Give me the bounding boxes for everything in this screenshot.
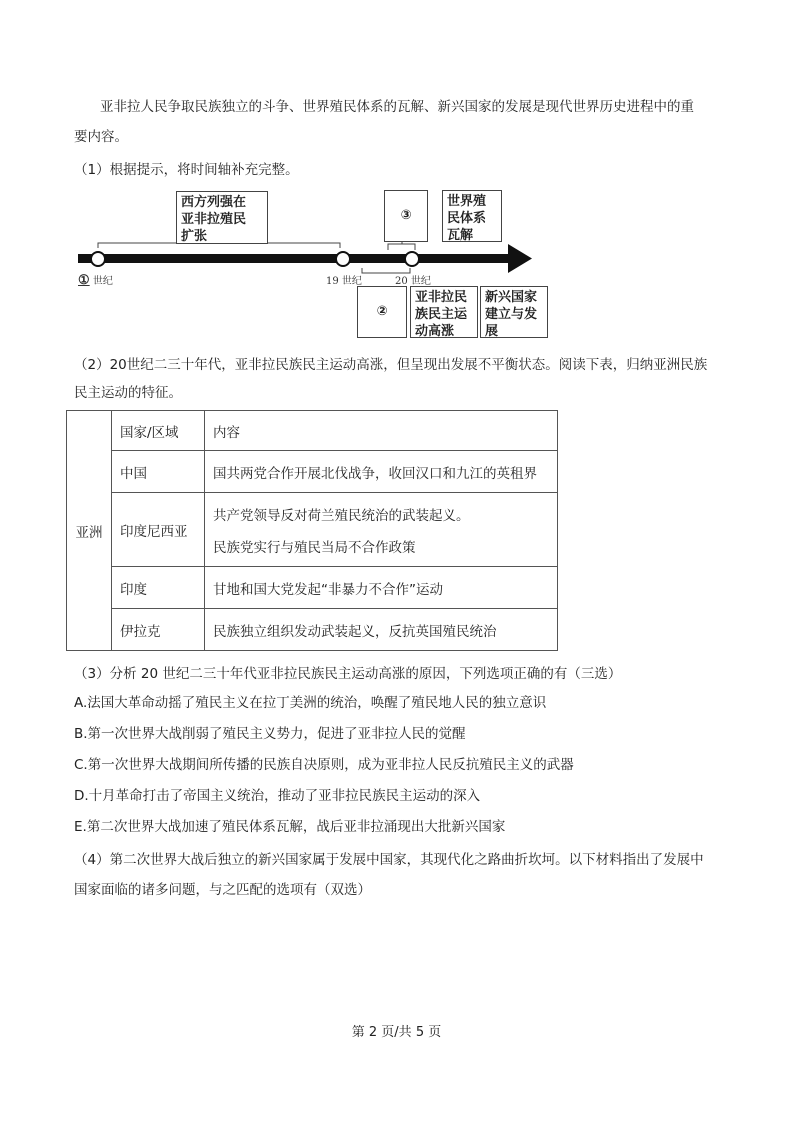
content-cell: 民族独立组织发动武装起义，反抗英国殖民统治 (205, 609, 558, 651)
content-cell: 甘地和国大党发起“非暴力不合作”运动 (205, 567, 558, 609)
option-e[interactable]: E.第二次世界大战加速了殖民体系瓦解，战后亚非拉涌现出大批新兴国家 (74, 819, 506, 835)
option-a[interactable]: A.法国大革命动摇了殖民主义在拉丁美洲的统治，唤醒了殖民地人民的独立意识 (74, 695, 547, 711)
option-b[interactable]: B.第一次世界大战削弱了殖民主义势力，促进了亚非拉人民的觉醒 (74, 726, 466, 742)
question-1-prompt: （1）根据提示，将时间轴补充完整。 (74, 162, 299, 178)
box-west-expansion: 西方列强在 亚非拉殖民 扩张 (176, 191, 268, 244)
option-d[interactable]: D.十月革命打击了帝国主义统治，推动了亚非拉民族民主运动的深入 (74, 788, 481, 804)
question-2-prompt-line-2: 民主运动的特征。 (74, 385, 182, 401)
timeline (70, 186, 550, 341)
blank-1[interactable]: ① (78, 273, 90, 288)
question-4-prompt-line-2: 国家面临的诸多问题，与之匹配的选项有（双选） (74, 882, 371, 898)
timeline-node-20 (405, 252, 419, 266)
asia-movement-table (66, 410, 558, 651)
blank-box-2[interactable]: ② (357, 286, 407, 338)
question-2-prompt-line-1: （2）20世纪二三十年代，亚非拉民族民主运动高涨，但呈现出发展不平衡状态。阅读下表，归纳亚洲民族 (74, 357, 708, 373)
country-cell: 伊拉克 (112, 609, 205, 651)
timeline-node-19 (336, 252, 350, 266)
question-4-prompt-line-1: （4）第二次世界大战后独立的新兴国家属于发展中国家，其现代化之路曲折坎坷。以下材料指出了发展中 (74, 852, 704, 868)
region-cell: 亚洲 (67, 411, 112, 651)
intro-line-2: 要内容。 (74, 129, 128, 145)
question-3-prompt: （3）分析 20 世纪二三十年代亚非拉民族民主运动高涨的原因，下列选项正确的有（三选） (74, 666, 622, 682)
box-new-states: 新兴国家 建立与发 展 (480, 286, 548, 338)
table-row (67, 451, 558, 493)
page-footer: 第 2 页/共 5 页 (351, 1025, 442, 1040)
tick-label-1: ① 世纪 (78, 273, 113, 288)
header-content: 内容 (205, 411, 558, 451)
country-cell: 印度尼西亚 (112, 493, 205, 567)
tick-label-20: 20 世纪 (395, 276, 431, 287)
country-cell: 印度 (112, 567, 205, 609)
blank-box-3[interactable]: ③ (384, 190, 428, 242)
intro-line-1: 亚非拉人民争取民族独立的斗争、世界殖民体系的瓦解、新兴国家的发展是现代世界历史进程中的重 (100, 99, 694, 115)
tick-label-19: 19 世纪 (326, 276, 362, 287)
header-country: 国家/区域 (112, 411, 205, 451)
table-row (67, 567, 558, 609)
box-colonial-collapse: 世界殖 民体系 瓦解 (442, 190, 502, 242)
option-c[interactable]: C.第一次世界大战期间所传播的民族自决原则，成为亚非拉人民反抗殖民主义的武器 (74, 757, 574, 773)
country-cell: 中国 (112, 451, 205, 493)
box-national-movement: 亚非拉民 族民主运 动高涨 (410, 286, 478, 338)
content-cell: 国共两党合作开展北伐战争，收回汉口和九江的英租界 (205, 451, 558, 493)
timeline-node-1 (91, 252, 105, 266)
table-row (67, 609, 558, 651)
content-cell: 共产党领导反对荷兰殖民统治的武装起义。 民族党实行与殖民当局不合作政策 (205, 493, 558, 567)
table-row (67, 493, 558, 567)
